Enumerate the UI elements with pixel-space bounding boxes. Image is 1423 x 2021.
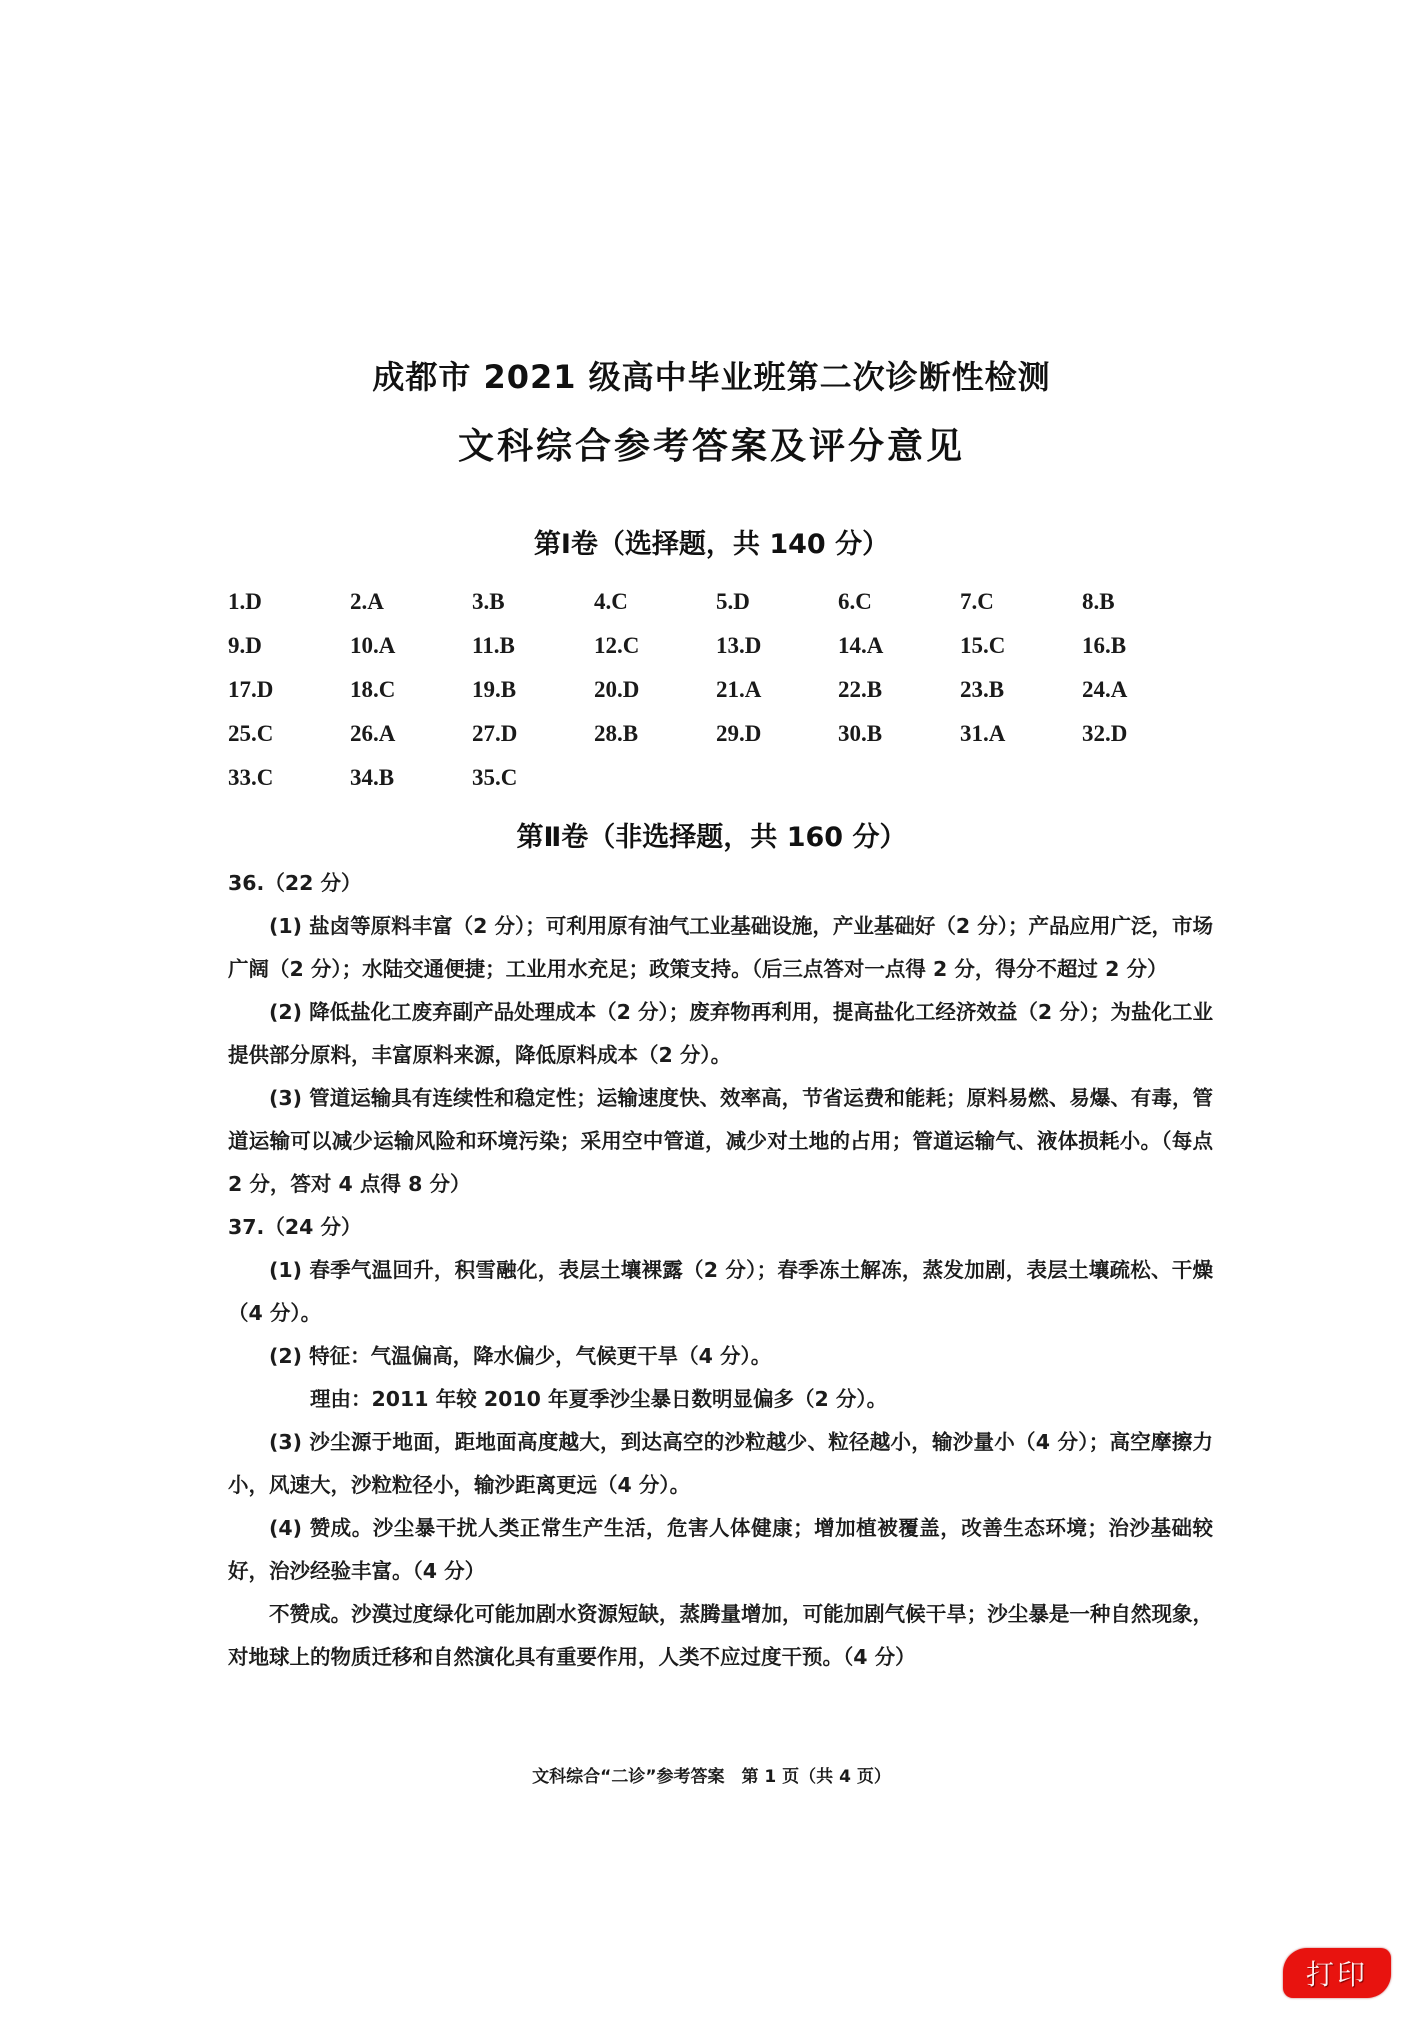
page-footer: 文科综合“二诊”参考答案 第 1 页（共 4 页） <box>532 1767 891 1787</box>
answer-item: 3.B <box>472 589 505 614</box>
answer-item: 17.D <box>228 677 274 702</box>
answer-item: 23.B <box>960 677 1005 702</box>
answer-item: 22.B <box>838 677 883 702</box>
question-37-part-1: (1) 春季气温回升，积雪融化，表层土壤裸露（2 分）；春季冻土解冻，蒸发加剧，表层土壤疏松、干燥（4 分）。 <box>228 1258 1213 1325</box>
print-button-label: 打印 <box>1305 1958 1368 1991</box>
question-36-heading: 36.（22 分） <box>228 871 362 895</box>
answer-item: 18.C <box>350 677 396 702</box>
answer-item: 6.C <box>838 589 872 614</box>
answer-item: 28.B <box>594 721 639 746</box>
question-36-part-2: (2) 降低盐化工废弃副产品处理成本（2 分）；废弃物再利用，提高盐化工经济效益（2 分）；为盐化工业提供部分原料，丰富原料来源，降低原料成本（2 分）。 <box>228 1000 1213 1067</box>
answer-item: 20.D <box>594 677 640 702</box>
free-response-answers <box>228 862 1213 1679</box>
multiple-choice-answers <box>228 586 1188 794</box>
answer-item: 5.D <box>716 589 750 614</box>
answer-item: 8.B <box>1082 589 1115 614</box>
question-37-part-3: (3) 沙尘源于地面，距地面高度越大，到达高空的沙粒越少、粒径越小，输沙量小（4 分）；高空摩擦力小，风速大，沙粒粒径小，输沙距离更远（4 分）。 <box>228 1430 1213 1497</box>
answer-item: 27.D <box>472 721 518 746</box>
document-subtitle: 文科综合参考答案及评分意见 <box>457 426 965 467</box>
answer-item: 11.B <box>472 633 515 658</box>
section-1-heading: 第Ⅰ卷（选择题，共 140 分） <box>533 529 890 560</box>
answer-item: 13.D <box>716 633 762 658</box>
answer-item: 19.B <box>472 677 517 702</box>
answer-item: 34.B <box>350 765 395 790</box>
answer-item: 24.A <box>1082 677 1128 702</box>
section-2-heading: 第Ⅱ卷（非选择题，共 160 分） <box>516 822 907 853</box>
answer-item: 4.C <box>594 589 628 614</box>
answer-item: 25.C <box>228 721 274 746</box>
answer-item: 21.A <box>716 677 762 702</box>
answer-item: 12.C <box>594 633 640 658</box>
answer-item: 14.A <box>838 633 884 658</box>
question-37-part-2: (2) 特征：气温偏高，降水偏少，气候更干旱（4 分）。 <box>269 1344 772 1368</box>
answer-item: 26.A <box>350 721 396 746</box>
answer-item: 32.D <box>1082 721 1128 746</box>
question-37-part-2-reason: 理由：2011 年较 2010 年夏季沙尘暴日数明显偏多（2 分）。 <box>310 1387 888 1411</box>
document-title: 成都市 2021 级高中毕业班第二次诊断性检测 <box>372 358 1051 396</box>
question-37-part-4: (4) 赞成。沙尘暴干扰人类正常生产生活，危害人体健康；增加植被覆盖，改善生态环境；治沙基础较好，治沙经验丰富。（4 分） <box>228 1516 1213 1583</box>
question-37-part-4-alt: 不赞成。沙漠过度绿化可能加剧水资源短缺，蒸腾量增加，可能加剧气候干旱；沙尘暴是一种自然现象，对地球上的物质迁移和自然演化具有重要作用，人类不应过度干预。（4 分） <box>228 1602 1213 1669</box>
answer-item: 29.D <box>716 721 762 746</box>
answer-item: 31.A <box>960 721 1006 746</box>
answer-item: 15.C <box>960 633 1006 658</box>
question-36-part-1: (1) 盐卤等原料丰富（2 分）；可利用原有油气工业基础设施，产业基础好（2 分）；产品应用广泛，市场广阔（2 分）；水陆交通便捷；工业用水充足；政策支持。（后三点答对一点得 2 分，得分不超过 2 分） <box>228 914 1213 981</box>
answer-item: 2.A <box>350 589 384 614</box>
print-button[interactable] <box>1283 1948 1391 1998</box>
answer-item: 30.B <box>838 721 883 746</box>
question-36-part-3: (3) 管道运输具有连续性和稳定性；运输速度快、效率高，节省运费和能耗；原料易燃、易爆、有毒，管道运输可以减少运输风险和环境污染；采用空中管道，减少对土地的占用；管道运输气、液体损耗小。（每点 2 分，答对 4 点得 8 分） <box>228 1086 1213 1196</box>
answer-item: 10.A <box>350 633 396 658</box>
answer-item: 7.C <box>960 589 994 614</box>
answer-item: 35.C <box>472 765 518 790</box>
answer-item: 9.D <box>228 633 262 658</box>
answer-item: 33.C <box>228 765 274 790</box>
answer-item: 16.B <box>1082 633 1127 658</box>
answer-item: 1.D <box>228 589 262 614</box>
question-37-heading: 37.（24 分） <box>228 1215 362 1239</box>
